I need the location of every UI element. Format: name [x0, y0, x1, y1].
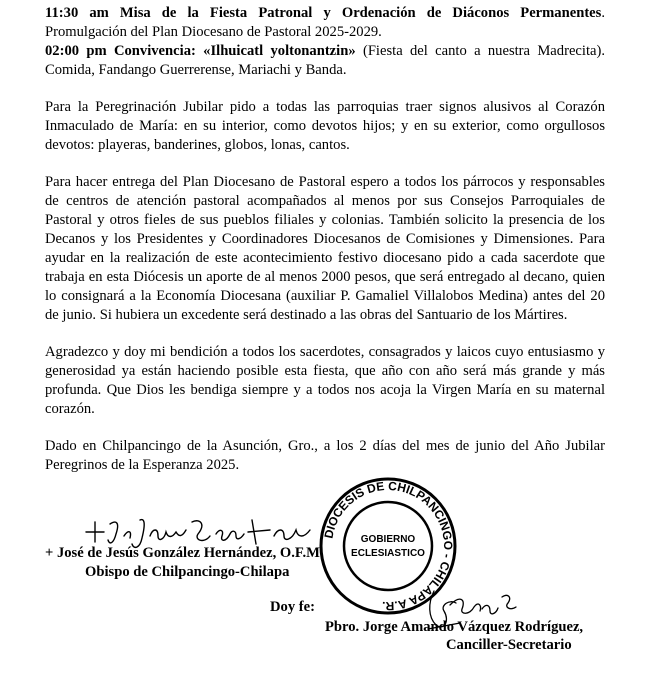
seal-outer-text: DIOCESIS DE CHILPANCINGO - CHILAPA A.R.: [321, 478, 456, 614]
seal-center-line-2: ECLESIASTICO: [351, 548, 425, 559]
schedule-time-1: 11:30 am: [45, 5, 109, 21]
paragraph-date: Dado en Chilpancingo de la Asunción, Gro., a los 2 días del mes de junio del Año Jubilar Peregrinos de la Esperanza 2025.: [45, 438, 605, 473]
schedule-event-2: 02:00 pm Convivencia: «Ilhuicatl yoltonantzin»: [45, 43, 356, 59]
attestation-label: Doy fe:: [270, 599, 315, 615]
schedule-line-2: [45, 42, 605, 80]
schedule-note-2: (Fiesta del canto a nuestra Madrecita). Comida, Fandango Guerrerense, Mariachi y Banda.: [45, 43, 605, 78]
schedule-line-1: [45, 4, 605, 42]
schedule-note-1: . Promulgación del Plan Diocesano de Pastoral 2025-2029.: [45, 5, 605, 40]
document-body: [45, 4, 605, 493]
seal-center-line-1: GOBIERNO: [360, 534, 416, 545]
paragraph-blessing: Agradezco y doy mi bendición a todos los sacerdotes, consagrados y laicos cuyo entusiasmo y generosidad ya están haciendo posible esta fiesta, que año con año será más grande y más profunda. Que Dios les bendiga siempre y a todos nos acoja la Virgen María en su maternal corazón.: [45, 344, 605, 417]
schedule-event-1: Misa de la Fiesta Patronal y Ordenación de Diáconos Permanentes: [108, 5, 602, 21]
bishop-title: Obispo de Chilpancingo-Chilapa: [85, 564, 290, 580]
chancellor-title: Canciller-Secretario: [446, 637, 572, 653]
paragraph-plan-delivery: Para hacer entrega del Plan Diocesano de Pastoral espero a todos los párrocos y responsables de centros de atención pastoral acompañados al menos por sus Consejos Parroquiales de Pastoral y otros fieles de sus pueblos filiales y colonias. También solicito la presencia de los Decanos y los Presidentes y Coordinadores Diocesanos de Comisiones y Dimensiones. Para ayudar en la realización de este acontecimiento festivo diocesano pido a cada sacerdote que trabaja en esta Diócesis un aporte de al menos 2000 pesos, que será entregado al decano, quien lo consignará a la Economía Diocesana (auxiliar P. Gamaliel Villalobos Medina) antes del 20 de junio. Si hubiera un excedente será destinado a las obras del Santuario de los Mártires.: [45, 174, 605, 323]
bishop-name: + José de Jesús González Hernández, O.F.M.: [45, 545, 324, 561]
chancellor-name: Pbro. Jorge Amando Vázquez Rodríguez,: [325, 619, 584, 635]
paragraph-pilgrimage: Para la Peregrinación Jubilar pido a todas las parroquias traer signos alusivos al Corazón Inmaculado de María: en su interior, como devotos hijos; y en su exterior, como orgullosos devotos: playeras, banderines, globos, lonas, cantos.: [45, 99, 605, 153]
